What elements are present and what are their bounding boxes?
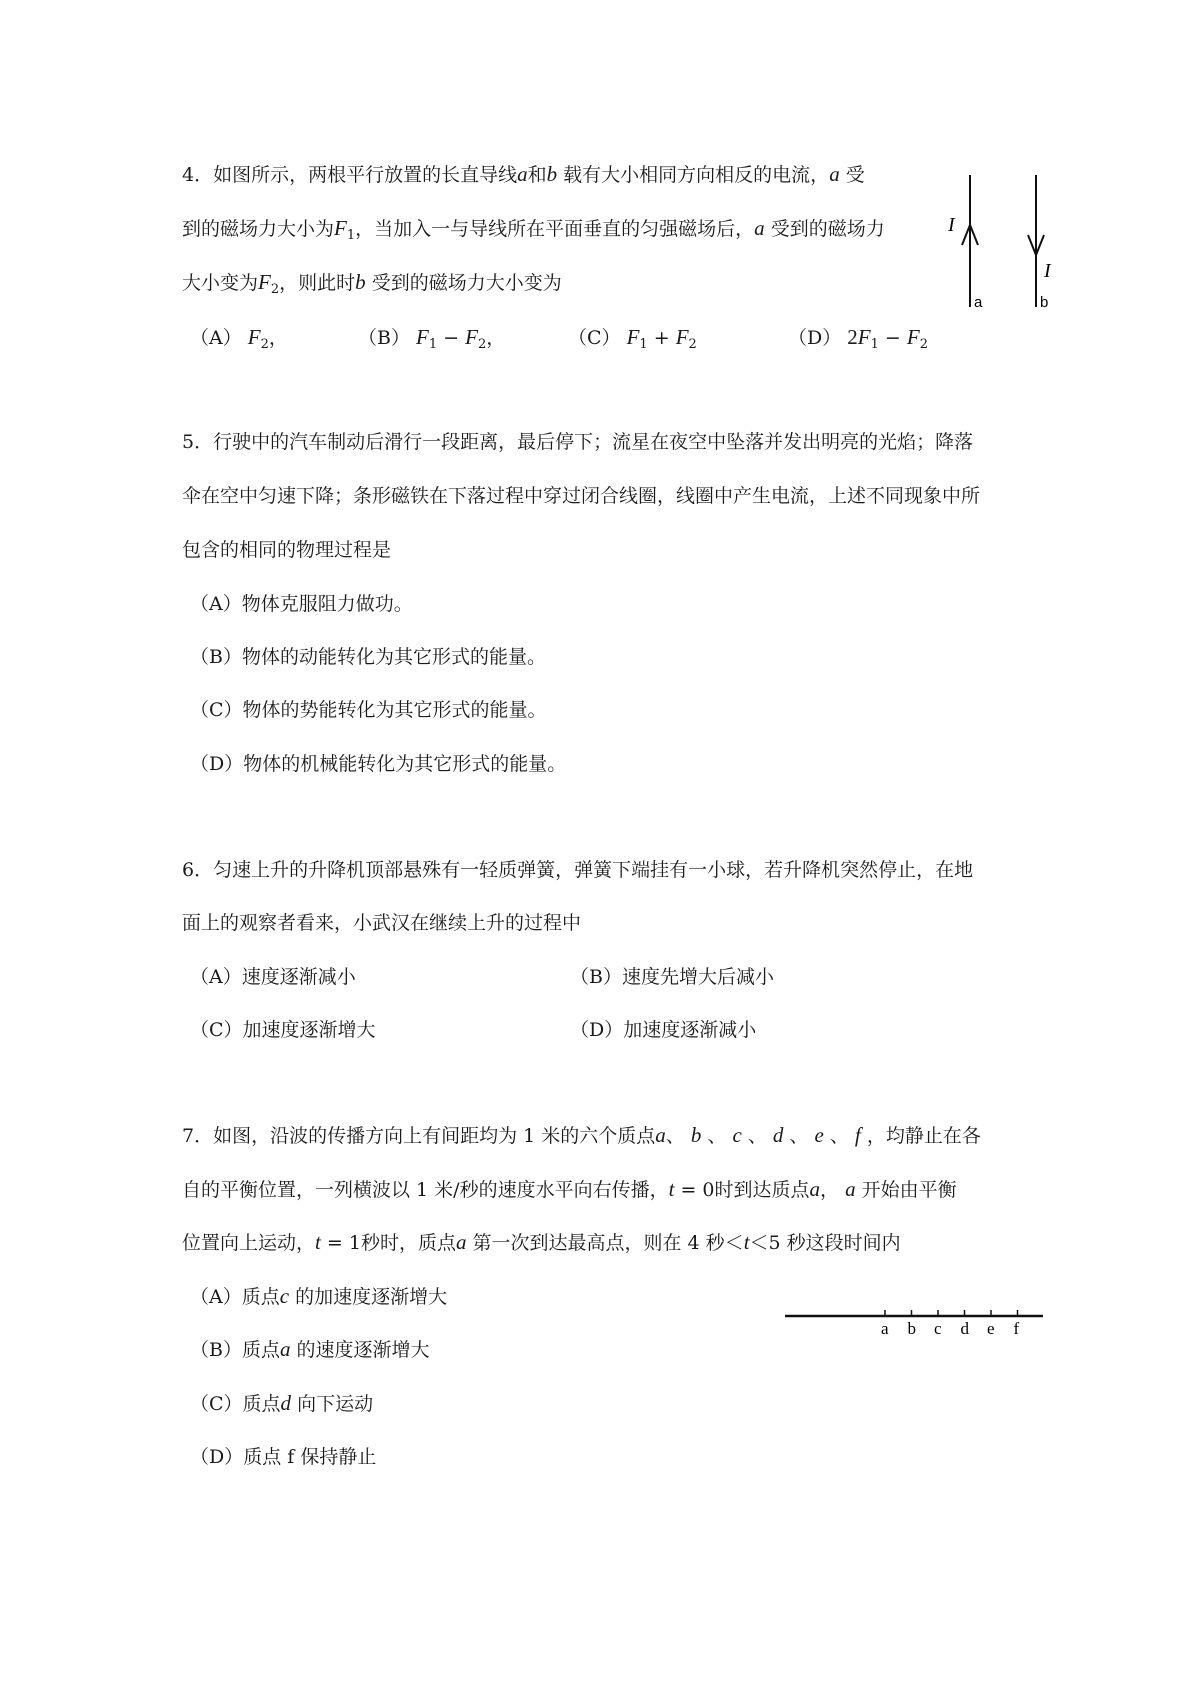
point-label-c: c xyxy=(934,1319,942,1338)
q4-line-3: 大小变为$F_2$，则此时b 受到的磁场力大小变为 xyxy=(182,270,562,297)
q6-option-c: （C）加速度逐渐增大 xyxy=(190,1019,376,1041)
wire-a-label: a xyxy=(974,294,983,311)
q6-line-1: 6．匀速上升的升降机顶部悬殊有一轻质弹簧，弹簧下端挂有一小球，若升降机突然停止，在地 xyxy=(182,859,974,881)
wire-b-label: b xyxy=(1040,294,1049,311)
q5-option-c: （C）物体的势能转化为其它形式的能量。 xyxy=(190,699,547,721)
q6-option-d: （D）加速度逐渐减小 xyxy=(570,1019,757,1041)
q4-option-d: （D） $2F_1 - F_2$ xyxy=(788,325,928,352)
q7-line-1: 7．如图，沿波的传播方向上有间距均为 1 米的六个质点a、 b 、 c 、 d 、 e 、 f ，均静止在各 xyxy=(182,1123,981,1147)
q7-option-a: （A）质点c 的加速度逐渐增大 xyxy=(190,1284,448,1308)
q4-line-1: 4．如图所示，两根平行放置的长直导线a和b 载有大小相同方向相反的电流，a 受 xyxy=(182,162,865,186)
q5-line-3: 包含的相同的物理过程是 xyxy=(182,539,392,561)
current-label-a: I xyxy=(948,214,955,236)
q7-line-2: 自的平衡位置，一列横波以 1 米/秒的速度水平向右传播，t = 0时到达质点a， a 开始由平衡 xyxy=(182,1177,957,1201)
point-label-d: d xyxy=(960,1319,969,1338)
current-label-b: I xyxy=(1044,260,1051,282)
parallel-wires-figure xyxy=(940,175,1070,315)
point-label-a: a xyxy=(881,1319,889,1338)
q5-option-b: （B）物体的动能转化为其它形式的能量。 xyxy=(190,646,546,668)
q5-option-d: （D）物体的机械能转化为其它形式的能量。 xyxy=(190,753,567,775)
q4-line-2: 到的磁场力大小为$F_1$，当加入一与导线所在平面垂直的匀强磁场后，a 受到的磁场力 xyxy=(182,216,885,243)
q7-option-c: （C）质点d 向下运动 xyxy=(190,1391,374,1415)
q4-option-a: （A） $F_2$， xyxy=(190,325,288,352)
q5-option-a: （A）物体克服阻力做功。 xyxy=(190,593,413,615)
q7-option-d: （D）质点 f 保持静止 xyxy=(190,1446,377,1468)
wave-points-figure xyxy=(785,1300,1045,1345)
q7-line-3: 位置向上运动，t = 1秒时，质点a 第一次到达最高点，则在 4 秒＜t＜5 秒这段时间内 xyxy=(182,1230,901,1254)
point-label-b: b xyxy=(907,1319,916,1338)
point-label-f: f xyxy=(1013,1319,1020,1338)
q4-option-b: （B） $F_1 - F_2$， xyxy=(358,325,506,352)
point-label-e: e xyxy=(987,1319,995,1338)
q6-line-2: 面上的观察者看来，小武汉在继续上升的过程中 xyxy=(182,912,582,934)
q7-option-b: （B）质点a 的速度逐渐增大 xyxy=(190,1337,430,1361)
q4-option-c: （C） $F_1 + F_2$ xyxy=(568,325,697,352)
q5-line-2: 伞在空中匀速下降；条形磁铁在下落过程中穿过闭合线圈，线圈中产生电流，上述不同现象中所 xyxy=(182,485,981,507)
q6-option-a: （A）速度逐渐减小 xyxy=(190,966,356,988)
q6-option-b: （B）速度先增大后减小 xyxy=(570,966,774,988)
q5-line-1: 5．行驶中的汽车制动后滑行一段距离，最后停下；流星在夜空中坠落并发出明亮的光焰；降落 xyxy=(182,431,974,453)
